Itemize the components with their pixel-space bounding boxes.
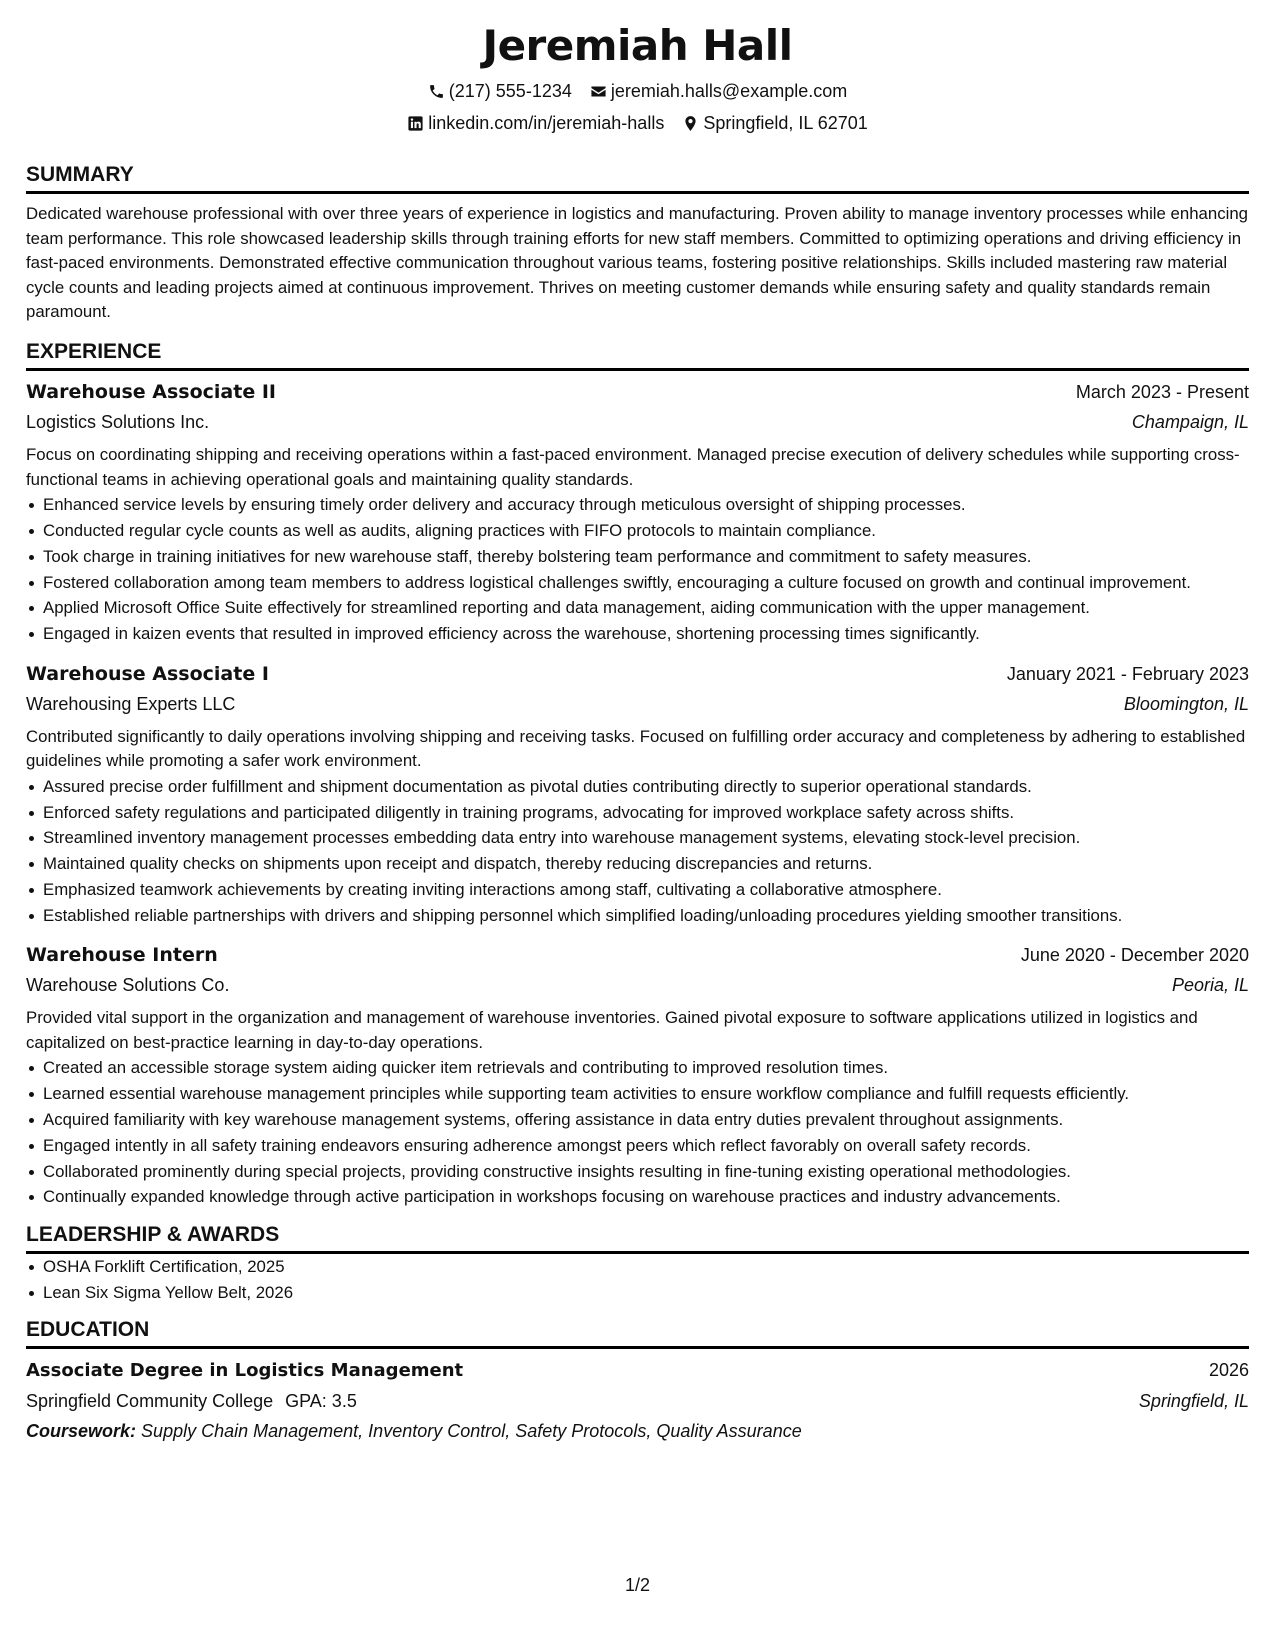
job-dates: January 2021 - February 2023: [1006, 663, 1249, 684]
job-entry: [26, 377, 1249, 647]
job-location: Champaign, IL: [1131, 411, 1249, 432]
list-item: Applied Microsoft Office Suite effectively for streamlined reporting and data management, aiding communication with the upper management.: [26, 596, 1249, 620]
list-item: Engaged in kaizen events that resulted in improved efficiency across the warehouse, shortening processing times significantly.: [26, 622, 1249, 646]
job-title: Warehouse Associate II: [26, 380, 276, 403]
linkedin-icon: [407, 115, 424, 132]
contact-row-secondary: [26, 112, 1249, 134]
job-title: Warehouse Associate I: [26, 662, 269, 685]
job-description: Focus on coordinating shipping and receiving operations within a fast-paced environment. Managed precise execution of delivery schedules while supporting cross-functional teams in achieving operational goals and maintaining quality standards.: [26, 444, 1240, 489]
coursework-line: [26, 1416, 1249, 1446]
job-dates: June 2020 - December 2020: [1020, 945, 1249, 966]
leadership-section: [26, 1222, 1249, 1305]
coursework-label: Coursework:: [26, 1420, 137, 1441]
phone-icon: [428, 83, 445, 100]
list-item: Maintained quality checks on shipments upon receipt and dispatch, thereby reducing discrepancies and returns.: [26, 852, 1249, 876]
school-location: Springfield, IL: [1138, 1390, 1249, 1411]
list-item: Continually expanded knowledge through active participation in workshops focusing on warehouse practices and industry advancements.: [26, 1185, 1249, 1209]
degree-title: Associate Degree in Logistics Management: [26, 1359, 464, 1381]
list-item: Emphasized teamwork achievements by creating inviting interactions among staff, cultivating a collaborative atmosphere.: [26, 878, 1249, 902]
contact-email[interactable]: [590, 80, 847, 102]
page-number: 1/2: [624, 1575, 651, 1595]
job-entry: [26, 940, 1249, 1210]
job-bullets: [26, 1056, 1249, 1209]
map-pin-icon: [682, 115, 699, 132]
job-description: Provided vital support in the organization and management of warehouse inventories. Gained pivotal exposure to software applications utilized in logistics and capitalized on best-practice learning in day-to-day operations.: [26, 1008, 1198, 1052]
list-item: Established reliable partnerships with drivers and shipping personnel which simplified loading/unloading procedures yielding smoother transitions.: [26, 904, 1249, 928]
location-text: Springfield, IL 62701: [703, 113, 868, 133]
phone-text: (217) 555-1234: [448, 81, 572, 101]
list-item: Engaged intently in all safety training endeavors ensuring adherence amongst peers which reflect favorably on overall safety records.: [26, 1134, 1249, 1158]
candidate-name: Jeremiah Hall: [482, 21, 793, 70]
school-name: Springfield Community College: [26, 1390, 274, 1411]
job-company: Warehousing Experts LLC: [26, 693, 236, 714]
list-item: Streamlined inventory management processes embedding data entry into warehouse management systems, elevating stock-level precision.: [26, 826, 1249, 850]
job-bullets: [26, 493, 1249, 646]
list-item: Enforced safety regulations and participated diligently in training programs, advocating for improved workplace safety across shifts.: [26, 801, 1249, 825]
contact-linkedin[interactable]: [407, 112, 664, 134]
summary-section: [26, 162, 1249, 325]
education-heading: EDUCATION: [26, 1317, 1249, 1349]
coursework-text: Supply Chain Management, Inventory Control, Safety Protocols, Quality Assurance: [141, 1420, 802, 1441]
list-item: Acquired familiarity with key warehouse management systems, offering assistance in data entry duties prevalent throughout assignments.: [26, 1108, 1249, 1132]
job-location: Bloomington, IL: [1123, 693, 1249, 714]
job-company: Warehouse Solutions Co.: [26, 975, 230, 996]
experience-section: [26, 339, 1249, 1210]
experience-heading: EXPERIENCE: [26, 339, 1249, 371]
gpa-text: GPA: 3.5: [285, 1390, 357, 1411]
list-item: Took charge in training initiatives for new warehouse staff, thereby bolstering team performance and commitment to safety measures.: [26, 545, 1249, 569]
education-entry: [26, 1355, 1249, 1446]
leadership-heading: LEADERSHIP & AWARDS: [26, 1222, 1249, 1254]
resume-page: [26, 18, 1249, 1446]
school-line: [26, 1386, 357, 1416]
list-item: Assured precise order fulfillment and shipment documentation as pivotal duties contributing directly to superior operational standards.: [26, 775, 1249, 799]
job-location: Peoria, IL: [1171, 975, 1249, 996]
list-item: Learned essential warehouse management principles while supporting team activities to ensure workflow compliance and fulfill requests efficiently.: [26, 1082, 1249, 1106]
linkedin-link[interactable]: linkedin.com/in/jeremiah-halls: [428, 113, 665, 133]
contact-phone: [428, 80, 572, 102]
envelope-icon: [590, 83, 607, 100]
summary-text: Dedicated warehouse professional with over three years of experience in logistics and manufacturing. Proven ability to manage inventory processes while enhancing team performance. This role showcased leadership skills through training efforts for new staff members. Committed to optimizing operations and driving efficiency in fast-paced environments. Demonstrated effective communication throughout various teams, fostering positive relationships. Skills included mastering raw material cycle counts and leading projects aimed at continuous improvement. Thrives on meeting customer demands while ensuring safety and quality standards remain paramount.: [26, 204, 1248, 322]
contact-location: [682, 112, 867, 134]
list-item: Lean Six Sigma Yellow Belt, 2026: [26, 1281, 1249, 1305]
job-entry: [26, 659, 1249, 929]
job-company: Logistics Solutions Inc.: [26, 411, 210, 432]
list-item: Enhanced service levels by ensuring timely order delivery and accuracy through meticulous oversight of shipping processes.: [26, 493, 1249, 517]
email-link[interactable]: jeremiah.halls@example.com: [610, 81, 848, 101]
summary-heading: SUMMARY: [26, 162, 1249, 194]
job-description: Contributed significantly to daily operations involving shipping and receiving tasks. Focused on fulfilling order accuracy and completeness by adhering to established guidelines while promoting a safer work environment.: [26, 726, 1246, 771]
list-item: Conducted regular cycle counts as well as audits, aligning practices with FIFO protocols to maintain compliance.: [26, 519, 1249, 543]
education-section: [26, 1317, 1249, 1446]
job-dates: March 2023 - Present: [1075, 381, 1249, 402]
contact-row-primary: [26, 80, 1249, 102]
degree-year: 2026: [1208, 1359, 1249, 1380]
list-item: Fostered collaboration among team members to address logistical challenges swiftly, encouraging a culture focused on growth and continual improvement.: [26, 571, 1249, 595]
job-bullets: [26, 775, 1249, 928]
list-item: Collaborated prominently during special projects, providing constructive insights resulting in fine-tuning existing operational methodologies.: [26, 1160, 1249, 1184]
list-item: Created an accessible storage system aiding quicker item retrievals and contributing to improved resolution times.: [26, 1056, 1249, 1080]
job-title: Warehouse Intern: [26, 944, 218, 967]
awards-list: [26, 1255, 1249, 1305]
list-item: OSHA Forklift Certification, 2025: [26, 1255, 1249, 1279]
resume-header: [26, 18, 1249, 134]
